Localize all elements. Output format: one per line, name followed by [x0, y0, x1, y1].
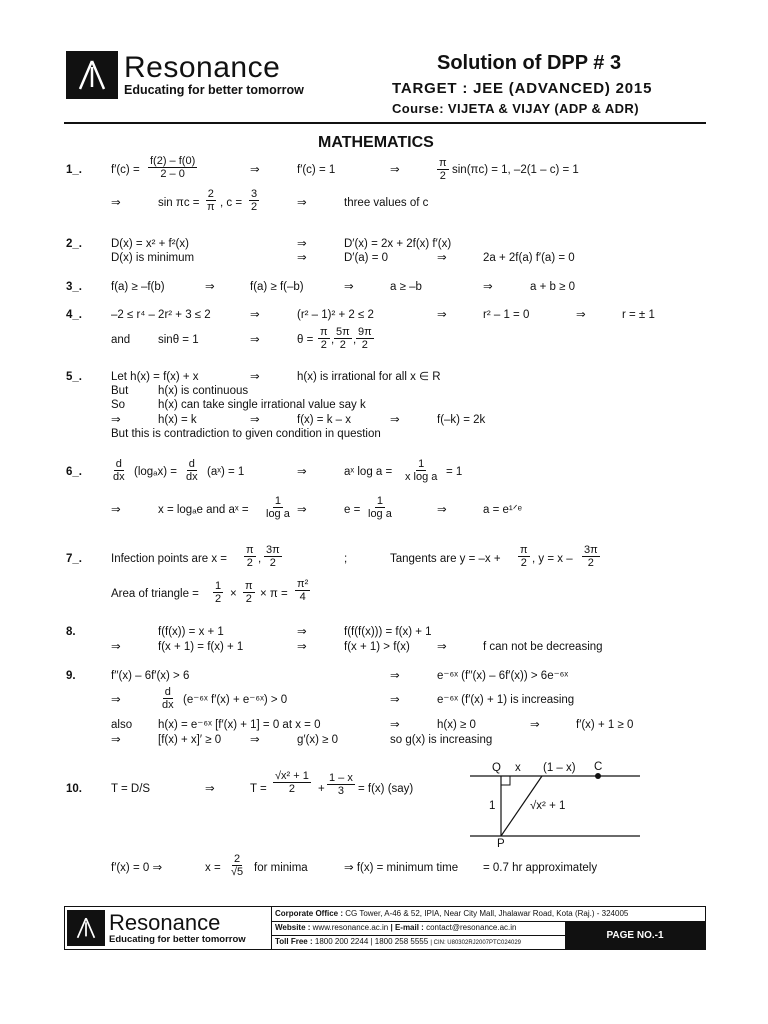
- expression: f′(c) = 1: [297, 164, 336, 176]
- implies-arrow: ⇒: [390, 164, 400, 176]
- fraction: $\frac{1}{\text{log a}}$: [266, 495, 290, 520]
- expression: (logₐx) =: [134, 466, 177, 478]
- expression: = f(x) (say): [358, 783, 414, 795]
- expression: f(a) ≥ –f(b): [111, 281, 165, 293]
- expression: Tangents are y = –x +: [390, 553, 501, 565]
- page-number-badge: PAGE NO.-1: [565, 922, 705, 949]
- expression: f(f(f(x))) = f(x) + 1: [344, 626, 432, 638]
- expression: h(x) is continuous: [158, 385, 249, 397]
- fraction: $\frac{\pi}{2}$: [245, 580, 253, 605]
- expression: a = e¹ᐟᵉ: [483, 504, 522, 516]
- expression: (r² – 1)² + 2 ≤ 2: [297, 309, 374, 321]
- fraction: $\frac{\text{π²}}{4}$: [297, 578, 309, 603]
- implies-arrow: ⇒: [390, 694, 400, 706]
- implies-arrow: ⇒: [390, 670, 400, 682]
- header-rule: [64, 122, 706, 124]
- implies-arrow: ⇒: [390, 414, 400, 426]
- expression: D(x) = x² + f²(x): [111, 238, 189, 250]
- toll-free: Toll Free : 1800 200 2244 | 1800 258 5555 | CIN: U80302RJ2007PTC024029: [275, 937, 522, 946]
- expression: , y = x –: [532, 553, 573, 565]
- implies-arrow: ⇒: [111, 734, 121, 746]
- implies-arrow: ⇒: [111, 504, 121, 516]
- fraction: $\frac{5\pi}{2}$: [336, 326, 350, 351]
- header-logo: [66, 51, 304, 99]
- question-number: 1_.: [66, 164, 82, 176]
- website-email: Website : www.resonance.ac.in | E-mail : contact@resonance.ac.in: [275, 923, 517, 932]
- question-number: 6_.: [66, 466, 82, 478]
- expression: a ≥ –b: [390, 281, 422, 293]
- implies-arrow: ⇒: [437, 309, 447, 321]
- fraction: $\frac{\text{√x² + 1}}{2}$: [275, 770, 309, 795]
- implies-arrow: ⇒: [344, 281, 354, 293]
- fraction: $\frac{3\pi}{2}$: [266, 544, 280, 569]
- separator: ;: [344, 553, 348, 565]
- implies-arrow: ⇒: [297, 252, 307, 264]
- expression: Infection points are x =: [111, 553, 228, 565]
- expression: Area of triangle =: [111, 588, 199, 600]
- implies-arrow: ⇒: [437, 504, 447, 516]
- figure-label-1-minus-x: (1 – x): [543, 762, 576, 774]
- expression: so g(x) is increasing: [390, 734, 493, 746]
- implies-arrow: ⇒: [297, 238, 307, 250]
- expression: x =: [205, 862, 221, 874]
- expression: θ =: [297, 334, 314, 346]
- implies-arrow: ⇒: [297, 504, 307, 516]
- expression: f(x) = k – x: [297, 414, 351, 426]
- expression: So: [111, 399, 126, 411]
- fraction: $\frac{1}{2}$: [215, 580, 222, 605]
- figure-label-q: Q: [492, 762, 501, 774]
- expression: , c =: [220, 197, 243, 209]
- question-number: 10.: [66, 783, 82, 795]
- corporate-office: Corporate Office : CG Tower, A-46 & 52, IPIA, Near City Mall, Jhalawar Road, Kota (Raj.) - 324005: [275, 909, 629, 918]
- implies-arrow: ⇒: [111, 641, 121, 653]
- fraction: $\frac{9\pi}{2}$: [358, 326, 372, 351]
- expression: sinθ = 1: [158, 334, 199, 346]
- implies-arrow: ⇒: [205, 783, 215, 795]
- fraction: $\frac{3\pi}{2}$: [584, 544, 598, 569]
- expression: r² – 1 = 0: [483, 309, 530, 321]
- figure-label-x: x: [515, 762, 521, 774]
- plus-sign: +: [318, 783, 325, 795]
- question-number: 3_.: [66, 281, 82, 293]
- fraction: $\frac{\pi}{2}$: [246, 544, 254, 569]
- expression: also: [111, 719, 133, 731]
- website-link[interactable]: www.resonance.ac.in: [312, 923, 389, 932]
- brand-name: Resonance: [109, 909, 221, 935]
- expression: f(f(x)) = x + 1: [158, 626, 224, 638]
- implies-arrow: ⇒: [250, 371, 260, 383]
- brand-tagline: Educating for better tomorrow: [124, 83, 304, 97]
- question-number: 5_.: [66, 371, 82, 383]
- brand-name: Resonance: [124, 51, 281, 84]
- expression: f′(c) =: [111, 164, 140, 176]
- expression: and: [111, 334, 131, 346]
- implies-arrow: ⇒: [390, 719, 400, 731]
- expression: sin(πc) = 1, –2(1 – c) = 1: [452, 164, 579, 176]
- fraction: $\frac{2}{√5}$: [231, 853, 244, 878]
- expression: D′(a) = 0: [344, 252, 389, 264]
- expression: f(x + 1) > f(x): [344, 641, 410, 653]
- question-number: 8.: [66, 626, 76, 638]
- expression: f can not be decreasing: [483, 641, 603, 653]
- footer-logo: [67, 910, 246, 946]
- expression: f(–k) = 2k: [437, 414, 486, 426]
- implies-arrow: ⇒: [250, 734, 260, 746]
- implies-arrow: ⇒: [297, 197, 307, 209]
- expression: e⁻⁶ˣ (f′(x) + 1) is increasing: [437, 694, 575, 706]
- fraction: $\frac{2}{\pi}$: [207, 188, 215, 213]
- footer: [64, 906, 706, 950]
- derivative-operator: $\frac{d}{dx}$: [162, 686, 174, 711]
- implies-arrow: ⇒: [111, 197, 121, 209]
- expression: (aˣ) = 1: [207, 466, 245, 478]
- expression: D′(x) = 2x + 2f(x) f′(x): [344, 238, 452, 250]
- expression: f′(x) + 1 ≥ 0: [576, 719, 634, 731]
- expression: [f(x) + x]′ ≥ 0: [158, 734, 222, 746]
- expression: h(x) can take single irrational value say k: [158, 399, 366, 411]
- expression: But this is contradiction to given condition in question: [111, 428, 381, 440]
- expression: –2 ≤ r⁴ – 2r² + 3 ≤ 2: [111, 309, 211, 321]
- resonance-logo-icon: [66, 51, 118, 99]
- implies-arrow: ⇒: [297, 466, 307, 478]
- implies-arrow: ⇒: [111, 414, 121, 426]
- times-sign: ×: [230, 588, 237, 600]
- expression: aˣ log a =: [344, 466, 393, 478]
- expression: a + b ≥ 0: [530, 281, 575, 293]
- expression: Let h(x) = f(x) + x: [111, 371, 199, 383]
- fraction: $\frac{3}{2}$: [251, 188, 258, 213]
- fraction: $\frac{\pi}{2}$: [320, 326, 328, 351]
- expression: = 0.7 hr approximately: [483, 862, 598, 874]
- expression: h(x) = e⁻⁶ˣ [f′(x) + 1] = 0 at x = 0: [158, 719, 321, 731]
- implies-arrow: ⇒: [250, 334, 260, 346]
- implies-arrow: ⇒: [111, 694, 121, 706]
- expression: × π =: [260, 588, 288, 600]
- expression: e =: [344, 504, 361, 516]
- expression: ⇒ f(x) = minimum time: [344, 862, 459, 874]
- resonance-logo-icon: [67, 910, 105, 946]
- comma: ,: [353, 334, 357, 346]
- subject-heading: MATHEMATICS: [318, 134, 434, 151]
- implies-arrow: ⇒: [250, 414, 260, 426]
- implies-arrow: ⇒: [250, 164, 260, 176]
- derivative-operator: $\frac{d}{dx}$: [113, 458, 125, 483]
- expression: h(x) = k: [158, 414, 197, 426]
- figure-label-p: P: [497, 838, 505, 850]
- implies-arrow: ⇒: [250, 309, 260, 321]
- fraction: $\frac{1 - x}{3}$: [329, 772, 353, 797]
- implies-arrow: ⇒: [297, 641, 307, 653]
- expression: f(x + 1) = f(x) + 1: [158, 641, 244, 653]
- implies-arrow: ⇒: [437, 641, 447, 653]
- brand-tagline: Educating for better tomorrow: [109, 933, 246, 945]
- expression: f(a) ≥ f(–b): [250, 281, 304, 293]
- comma: ,: [258, 553, 262, 565]
- expression: r = ± 1: [622, 309, 655, 321]
- expression: T =: [250, 783, 267, 795]
- expression: three values of c: [344, 197, 429, 209]
- question-number: 7_.: [66, 553, 82, 565]
- expression: f′′(x) – 6f′(x) > 6: [111, 670, 190, 682]
- expression: e⁻⁶ˣ (f′′(x) – 6f′(x)) > 6e⁻⁶ˣ: [437, 670, 569, 682]
- fraction: $\frac{f(2) - f(0)}{2 - 0}$: [150, 155, 196, 180]
- figure-label-c: C: [594, 761, 603, 773]
- question-number: 9.: [66, 670, 76, 682]
- implies-arrow: ⇒: [437, 252, 447, 264]
- email-link[interactable]: contact@resonance.ac.in: [426, 923, 517, 932]
- comma: ,: [331, 334, 335, 346]
- figure-label-1: 1: [489, 800, 496, 812]
- fraction: $\frac{\pi}{2}$: [520, 544, 528, 569]
- expression: T = D/S: [111, 783, 151, 795]
- expression: 2a + 2f(a) f′(a) = 0: [483, 252, 575, 264]
- expression: f′(x) = 0 ⇒: [111, 862, 163, 874]
- expression: sin πc =: [158, 197, 200, 209]
- implies-arrow: ⇒: [576, 309, 586, 321]
- expression: h(x) ≥ 0: [437, 719, 476, 731]
- expression: (e⁻⁶ˣ f′(x) + e⁻⁶ˣ) > 0: [183, 694, 288, 706]
- expression: = 1: [446, 466, 463, 478]
- expression: D(x) is minimum: [111, 252, 195, 264]
- expression: But: [111, 385, 129, 397]
- course-line: Course: VIJETA & VIJAY (ADP & ADR): [392, 101, 639, 116]
- implies-arrow: ⇒: [483, 281, 493, 293]
- fraction: $\frac{1}{\text{x log a}}$: [405, 458, 438, 483]
- implies-arrow: ⇒: [205, 281, 215, 293]
- implies-arrow: ⇒: [530, 719, 540, 731]
- fraction: $\frac{\pi}{2}$: [439, 157, 447, 182]
- expression: for minima: [254, 862, 308, 874]
- question-number: 2_.: [66, 238, 82, 250]
- footer-divider: [271, 907, 272, 949]
- fraction: $\frac{1}{\text{log a}}$: [368, 495, 392, 520]
- page-title: Solution of DPP # 3: [437, 52, 622, 74]
- derivative-operator: $\frac{d}{dx}$: [186, 458, 198, 483]
- target-line: TARGET : JEE (ADVANCED) 2015: [392, 80, 653, 97]
- expression: g′(x) ≥ 0: [297, 734, 339, 746]
- question-number: 4_.: [66, 309, 82, 321]
- figure-label-hypotenuse: √x² + 1: [530, 800, 566, 812]
- implies-arrow: ⇒: [297, 626, 307, 638]
- expression: h(x) is irrational for all x ∈ R: [297, 371, 441, 383]
- expression: x = logₐe and aˣ =: [158, 504, 249, 516]
